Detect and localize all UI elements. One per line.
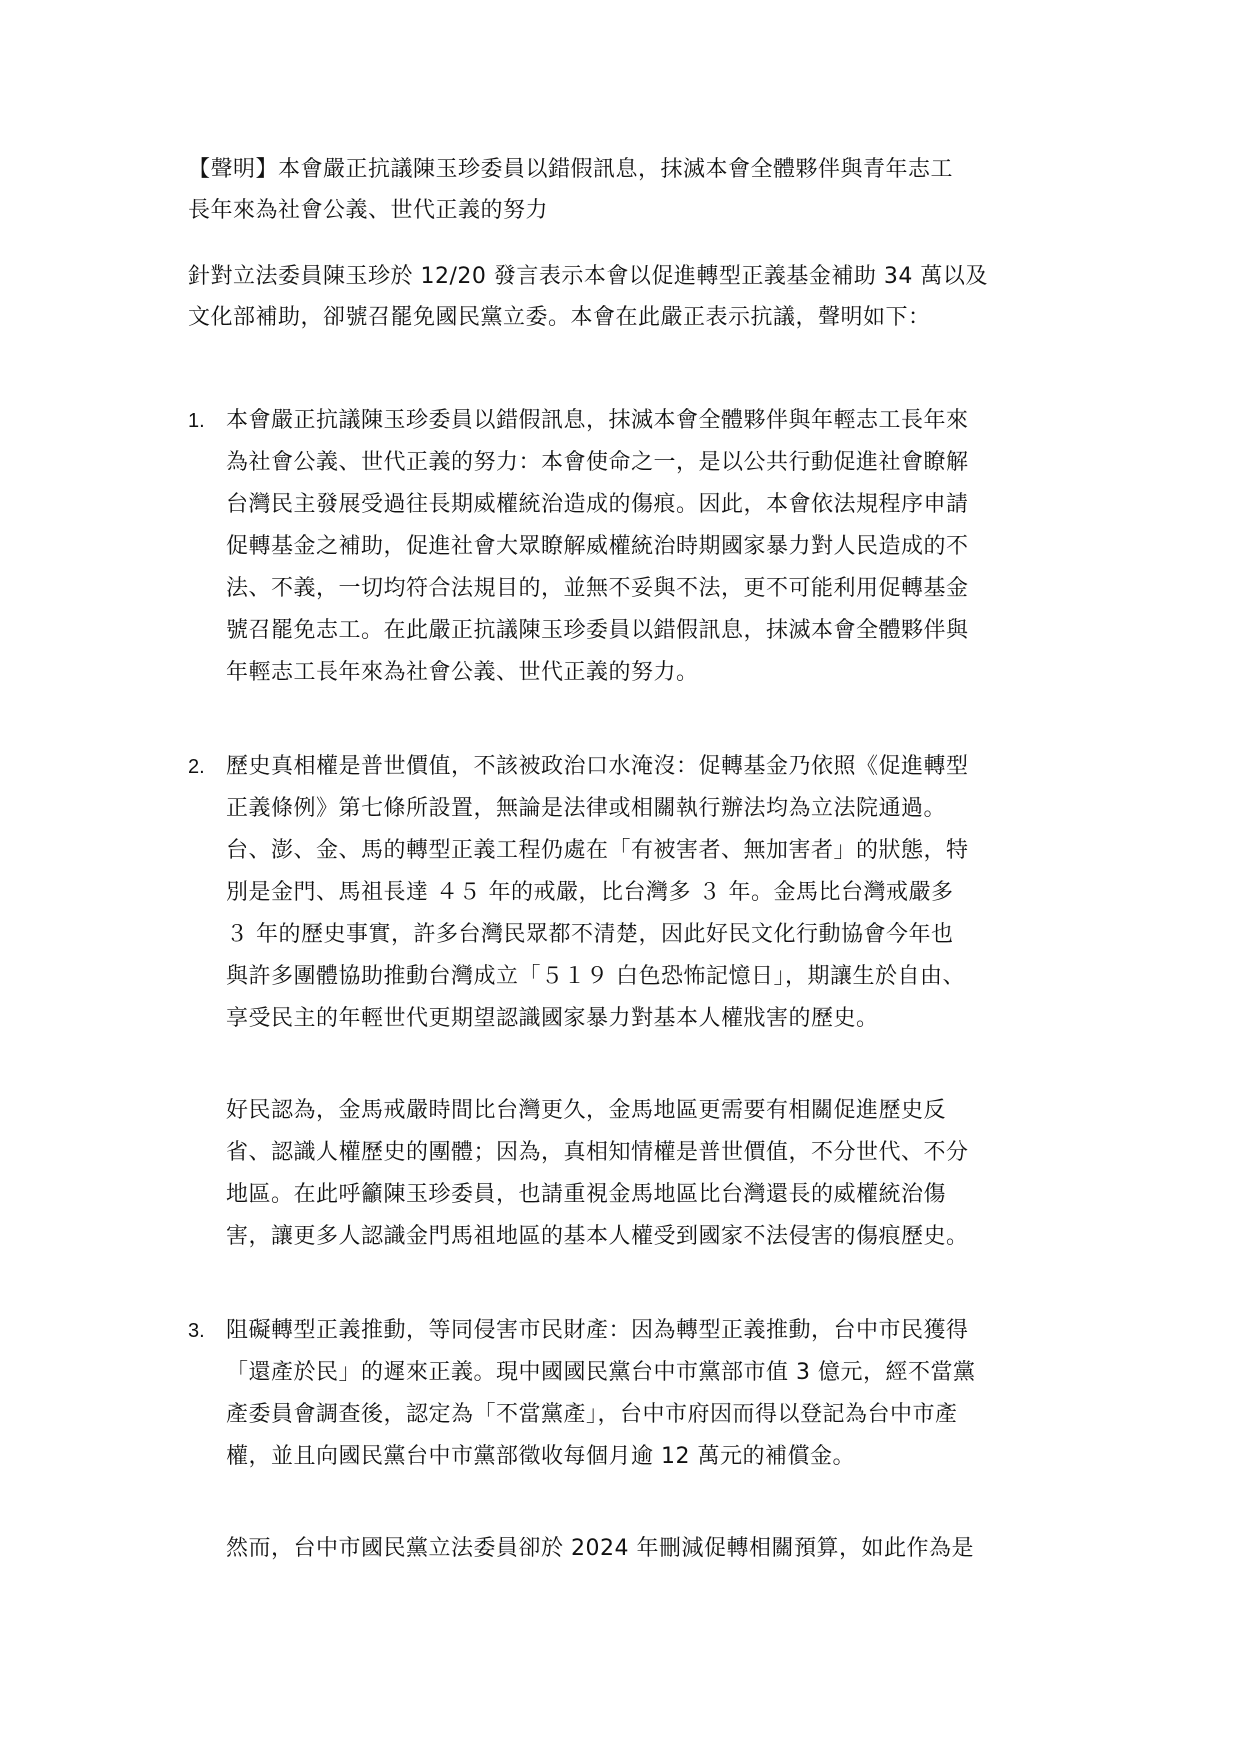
item-line: 與許多團體協助推動台灣成立「５１９ 白色恐怖記憶日」，期讓生於自由、 bbox=[226, 964, 965, 989]
item-line: 阻礙轉型正義推動，等同侵害市民財產：因為轉型正義推動，台中市民獲得 bbox=[226, 1318, 969, 1343]
list-number: 3. bbox=[188, 1320, 205, 1342]
item-line: 號召罷免志工。在此嚴正抗議陳玉珍委員以錯假訊息，抹滅本會全體夥伴與 bbox=[226, 618, 969, 643]
list-number: 2. bbox=[188, 756, 205, 778]
title-line: 【聲明】本會嚴正抗議陳玉珍委員以錯假訊息，抹滅本會全體夥伴與青年志工 bbox=[188, 157, 954, 182]
intro-line: 針對立法委員陳玉珍於 12/20 發言表示本會以促進轉型正義基金補助 34 萬以及 bbox=[188, 264, 988, 289]
item-followup-line: 省、認識人權歷史的團體；因為，真相知情權是普世價值，不分世代、不分 bbox=[226, 1140, 969, 1165]
item-followup-line: 地區。在此呼籲陳玉珍委員，也請重視金馬地區比台灣還長的威權統治傷 bbox=[226, 1182, 947, 1207]
item-line: 產委員會調查後，認定為「不當黨產」，台中市府因而得以登記為台中市產 bbox=[226, 1402, 958, 1427]
item-line: 正義條例》第七條所設置，無論是法律或相關執行辦法均為立法院通過。 bbox=[226, 796, 947, 821]
list-number: 1. bbox=[188, 410, 205, 432]
item-line: 法、不義，一切均符合法規目的，並無不妥與不法，更不可能利用促轉基金 bbox=[226, 576, 969, 601]
item-followup-line: 害，讓更多人認識金門馬祖地區的基本人權受到國家不法侵害的傷痕歷史。 bbox=[226, 1224, 969, 1249]
item-followup-line: 好民認為，金馬戒嚴時間比台灣更久，金馬地區更需要有相關促進歷史反 bbox=[226, 1098, 947, 1123]
item-line: 台、澎、金、馬的轉型正義工程仍處在「有被害者、無加害者」的狀態，特 bbox=[226, 838, 969, 863]
item-line: 年輕志工長年來為社會公義、世代正義的努力。 bbox=[226, 660, 699, 685]
item-line: 享受民主的年輕世代更期望認識國家暴力對基本人權戕害的歷史。 bbox=[226, 1006, 879, 1031]
item-line: 本會嚴正抗議陳玉珍委員以錯假訊息，抹滅本會全體夥伴與年輕志工長年來 bbox=[226, 408, 969, 433]
title-line: 長年來為社會公義、世代正義的努力 bbox=[188, 198, 549, 223]
item-line: 別是金門、馬祖長達 ４５ 年的戒嚴，比台灣多 ３ 年。金馬比台灣戒嚴多 bbox=[226, 880, 954, 905]
item-line: 「還產於民」的遲來正義。現中國國民黨台中市黨部市值 3 億元，經不當黨 bbox=[226, 1360, 976, 1385]
item-line: 促轉基金之補助，促進社會大眾瞭解威權統治時期國家暴力對人民造成的不 bbox=[226, 534, 969, 559]
intro-line: 文化部補助，卻號召罷免國民黨立委。本會在此嚴正表示抗議，聲明如下： bbox=[188, 305, 931, 330]
item-line: 台灣民主發展受過往長期威權統治造成的傷痕。因此，本會依法規程序申請 bbox=[226, 492, 969, 517]
item-line: ３ 年的歷史事實，許多台灣民眾都不清楚，因此好民文化行動協會今年也 bbox=[226, 922, 954, 947]
item-followup-line: 然而，台中市國民黨立法委員卻於 2024 年刪減促轉相關預算，如此作為是 bbox=[226, 1536, 974, 1561]
item-line: 權，並且向國民黨台中市黨部徵收每個月逾 12 萬元的補償金。 bbox=[226, 1444, 855, 1469]
item-line: 歷史真相權是普世價值，不該被政治口水淹沒：促轉基金乃依照《促進轉型 bbox=[226, 754, 969, 779]
item-line: 為社會公義、世代正義的努力：本會使命之一，是以公共行動促進社會瞭解 bbox=[226, 450, 969, 475]
